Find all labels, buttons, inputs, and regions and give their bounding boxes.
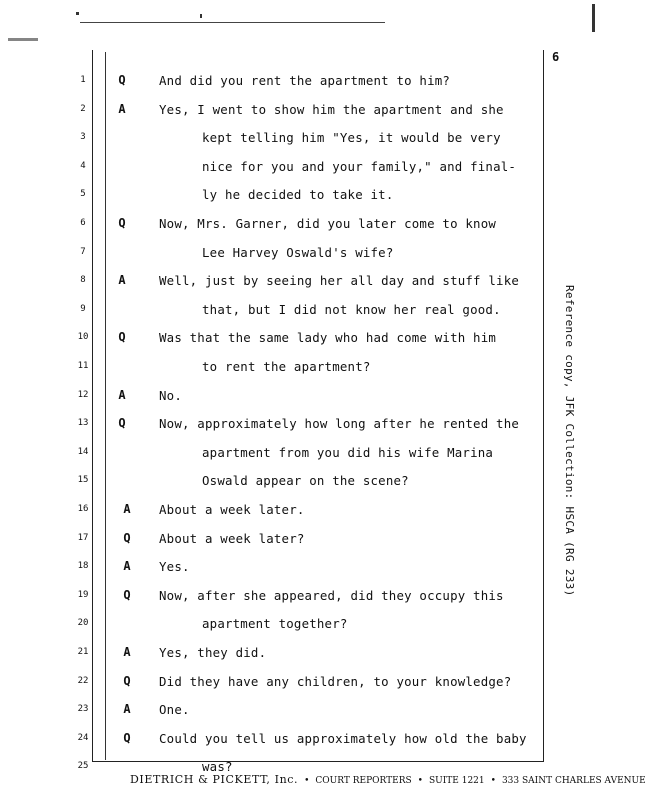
transcript-line-text: kept telling him "Yes, it would be very (202, 130, 501, 146)
transcript-line-text: Yes. (159, 559, 190, 575)
transcript-line-text: About a week later? (159, 530, 305, 546)
speaker-label: Q (118, 416, 126, 431)
line-number: 13 (77, 418, 89, 429)
page-number: 6 (552, 50, 560, 64)
transcript-line-text: Now, approximately how long after he rented the (159, 416, 520, 432)
transcript-line-text: apartment from you did his wife Marina (202, 444, 494, 460)
speaker-label: A (118, 387, 126, 402)
footer-firm: DIETRICH & PICKETT, Inc. (130, 773, 299, 786)
line-number: 25 (77, 761, 89, 772)
line-number: 23 (77, 704, 89, 715)
speaker-label: Q (123, 587, 131, 602)
transcript-line-text: apartment together? (202, 616, 348, 632)
line-number: 15 (77, 475, 89, 486)
line-number: 6 (80, 218, 86, 228)
line-number: 19 (77, 589, 89, 600)
footer-suite: SUITE 1221 (428, 776, 485, 786)
speaker-label: Q (118, 216, 126, 230)
line-number: 7 (80, 246, 86, 257)
line-number: 10 (77, 332, 89, 343)
transcript-line-text: Lee Harvey Oswald's wife? (202, 244, 394, 260)
line-number: 4 (80, 160, 86, 171)
line-number: 11 (77, 361, 89, 371)
transcript-line-text: Now, after she appeared, did they occupy this (159, 587, 504, 603)
speaker-label: A (118, 101, 126, 116)
line-number: 16 (77, 504, 89, 514)
page-footer: DIETRICH & PICKETT, Inc. • COURT REPORTERS • SUITE 1221 • 333 SAINT CHARLES AVENUE (130, 773, 646, 786)
speaker-column-rule (105, 52, 106, 760)
line-number: 9 (80, 303, 86, 314)
line-number: 14 (77, 446, 89, 457)
archive-reference-note: Reference copy, JFK Collection: HSCA (RG 233) (563, 285, 576, 597)
speaker-label: A (123, 559, 131, 574)
transcript-line-text: Yes, I went to show him the apartment and she (159, 101, 504, 117)
transcript-line-text: ly he decided to take it. (202, 187, 394, 203)
line-number: 22 (77, 675, 89, 686)
line-number: 3 (80, 132, 86, 143)
transcript-line-text: One. (159, 702, 190, 718)
line-number: 21 (77, 647, 89, 657)
scan-speck (200, 14, 202, 18)
transcript-line-text: Was that the same lady who had come with him (159, 330, 497, 346)
footer-address: 333 SAINT CHARLES AVENUE (501, 776, 646, 786)
transcript-line-text: to rent the apartment? (202, 359, 371, 374)
line-number: 20 (77, 618, 89, 629)
speaker-label: A (123, 502, 131, 516)
transcript-line-text: Did they have any children, to your knowledge? (159, 673, 512, 689)
transcript-line-text: Yes, they did. (159, 645, 267, 660)
transcript-line-text: Now, Mrs. Garner, did you later come to know (159, 216, 497, 231)
scan-speck (8, 38, 38, 41)
line-number: 8 (80, 275, 86, 286)
transcript-line-text: nice for you and your family," and final- (202, 158, 517, 174)
line-number: 5 (80, 189, 86, 200)
line-number: 2 (80, 103, 86, 114)
line-number: 24 (77, 732, 89, 743)
transcript-line-text: And did you rent the apartment to him? (159, 73, 451, 88)
transcript-line-text: Well, just by seeing her all day and stuff like (159, 273, 520, 289)
transcript-line-text: Could you tell us approximately how old the baby (159, 730, 527, 746)
footer-service: COURT REPORTERS (315, 776, 412, 786)
transcript-line-text: Oswald appear on the scene? (202, 473, 409, 489)
line-number: 12 (77, 389, 89, 400)
speaker-label: Q (123, 730, 131, 745)
speaker-label: Q (123, 530, 131, 545)
line-number: 17 (77, 532, 89, 543)
speaker-label: A (118, 273, 126, 288)
scan-speck (76, 12, 79, 15)
speaker-label: Q (123, 673, 131, 688)
transcript-line-text: that, but I did not know her real good. (202, 301, 501, 317)
top-scan-rule (80, 22, 385, 23)
speaker-label: Q (118, 330, 126, 345)
line-number: 18 (77, 561, 89, 572)
line-number: 1 (80, 75, 86, 85)
speaker-label: A (123, 702, 131, 717)
scan-speck (592, 4, 595, 32)
transcript-line-text: About a week later. (159, 502, 305, 517)
transcript-line-text: was? (202, 759, 233, 775)
speaker-label: Q (118, 73, 126, 87)
transcript-line-text: No. (159, 387, 182, 403)
speaker-label: A (123, 645, 131, 659)
